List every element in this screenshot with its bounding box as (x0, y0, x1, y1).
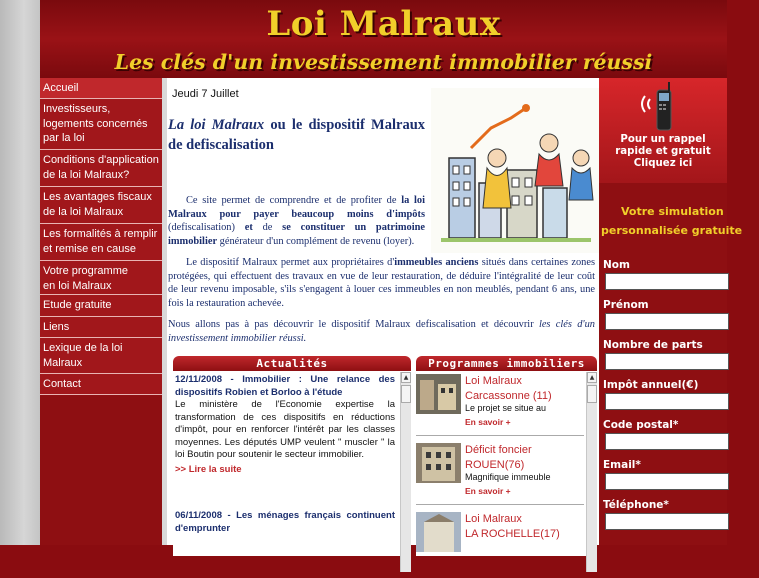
field-label-prenom: Prénom (603, 299, 649, 311)
nav-item-liens[interactable]: Liens (40, 317, 162, 338)
simulation-form (603, 258, 727, 538)
nav-item-programme[interactable]: Votre programme en loi Malraux (40, 261, 162, 295)
code-postal-input[interactable] (605, 433, 729, 450)
divider (416, 504, 584, 505)
programme-item[interactable] (416, 443, 584, 509)
divider (416, 435, 584, 436)
mobile-phone-icon (635, 80, 695, 132)
dispositif-paragraph: Le dispositif Malraux permet aux propriétaires d'immeubles anciens situés dans certaines zones protégées, qui effectuent des travaux en vue de leur restauration, de déduire l'intégralité de leur coût de leur revenu imposable, s'ils s'engagent à louer ces immeubles en non meublés, pendant 6 ans, une fois la restauration achevée. (168, 257, 595, 309)
callback-banner[interactable] (599, 78, 727, 183)
field-label-email: Email* (603, 459, 641, 471)
nom-input[interactable] (605, 273, 729, 290)
programme-item[interactable] (416, 374, 584, 440)
left-gray-margin (0, 0, 40, 545)
page (40, 0, 743, 545)
page-headline: La loi Malraux ou le dispositif Malraux de defiscalisation (168, 117, 426, 153)
nav-item-investisseurs[interactable]: Investisseurs, logements concernés par la loi (40, 99, 162, 150)
building-illustration (431, 88, 599, 253)
site-header (40, 0, 727, 78)
main-content (162, 78, 599, 545)
programme-city: ROUEN(76) (465, 459, 525, 471)
nav-item-contact[interactable]: Contact (40, 374, 162, 395)
intro-paragraph: Ce site permet de comprendre et de profiter de la loi Malraux pour payer beaucoup moins d'impôts (defiscalisation) et de se constituer un patrimoine immobilier générateur d'un complément de revenu (loyer). (168, 195, 425, 247)
field-label-telephone: Téléphone* (603, 499, 669, 511)
news-item (175, 374, 395, 476)
site-title: Loi Malraux (266, 4, 501, 44)
news-box-heading: Actualités (173, 356, 411, 371)
callback-text[interactable]: Pour un rappel rapide et gratuit Cliquez ici (615, 134, 711, 169)
programme-city: LA ROCHELLE(17) (465, 528, 560, 540)
scroll-up-icon[interactable]: ▲ (587, 372, 597, 383)
programme-photo (416, 443, 461, 483)
site-subtitle: Les clés d'un investissement immobilier réussi (114, 50, 653, 74)
prenom-input[interactable] (605, 313, 729, 330)
nav-item-accueil[interactable]: Accueil (40, 78, 162, 99)
programmes-box-heading: Programmes immobiliers (416, 356, 597, 371)
programme-title: Loi Malraux (465, 375, 522, 387)
nav-item-formalites[interactable]: Les formalités à remplir et remise en cause (40, 224, 162, 261)
field-label-nom: Nom (603, 259, 630, 271)
scroll-thumb[interactable] (401, 385, 411, 403)
field-label-impot: Impôt annuel(€) (603, 379, 699, 391)
discover-paragraph: Nous allons pas à pas découvrir le dispositif Malraux defiscalisation et découvrir les clés d'un investissement immobilier réussi. (168, 319, 595, 344)
news-headline[interactable]: 12/11/2008 - Immobilier : Une relance des dispositifs Robien et Borloo à l'étude (175, 374, 395, 398)
scroll-up-icon[interactable]: ▲ (401, 372, 411, 383)
field-label-parts: Nombre de parts (603, 339, 703, 351)
nav-item-etude[interactable]: Etude gratuite (40, 295, 162, 317)
programme-title: Loi Malraux (465, 513, 522, 525)
programmes-scrollbar[interactable] (586, 372, 597, 572)
nav-item-avantages[interactable]: Les avantages fiscaux de la loi Malraux (40, 187, 162, 224)
programme-more-link[interactable]: En savoir + (465, 486, 511, 496)
programme-city: Carcassonne (11) (465, 390, 552, 402)
news-body: Le ministère de l'Economie expertise la transformation de ces dispositifs en réductions d'impôt, pour en renforcer l'intérêt par les classes moyennes. Les députés UMP veulent " muscler " la loi Boutin pour soutenir le secteur immobilier. (175, 399, 395, 460)
programme-title: Déficit foncier (465, 444, 532, 456)
right-column (599, 78, 743, 545)
nombre-parts-input[interactable] (605, 353, 729, 370)
programme-more-link[interactable]: En savoir + (465, 417, 511, 427)
left-nav (40, 78, 162, 395)
impot-annuel-input[interactable] (605, 393, 729, 410)
programme-photo (416, 512, 461, 552)
read-more-link[interactable]: >> Lire la suite (175, 463, 242, 475)
nav-item-lexique[interactable]: Lexique de la loi Malraux (40, 338, 162, 374)
news-scrollbar[interactable] (400, 372, 411, 572)
programme-desc: Magnifique immeuble (465, 472, 551, 482)
programmes-box (416, 356, 597, 556)
news-box (173, 356, 411, 556)
programme-item[interactable] (416, 512, 584, 578)
field-label-code-postal: Code postal* (603, 419, 679, 431)
programme-photo (416, 374, 461, 414)
email-input[interactable] (605, 473, 729, 490)
news-item (175, 510, 395, 535)
current-date: Jeudi 7 Juillet (172, 88, 239, 100)
programme-desc: Le projet se situe au (465, 403, 547, 413)
telephone-input[interactable] (605, 513, 729, 530)
news-headline[interactable]: 06/11/2008 - Les ménages français continuent d'emprunter (175, 510, 395, 534)
simulation-title: Votre simulation personnalisée gratuite (601, 205, 743, 237)
scroll-thumb[interactable] (587, 385, 597, 403)
nav-item-conditions[interactable]: Conditions d'application de la loi Malraux? (40, 150, 162, 187)
